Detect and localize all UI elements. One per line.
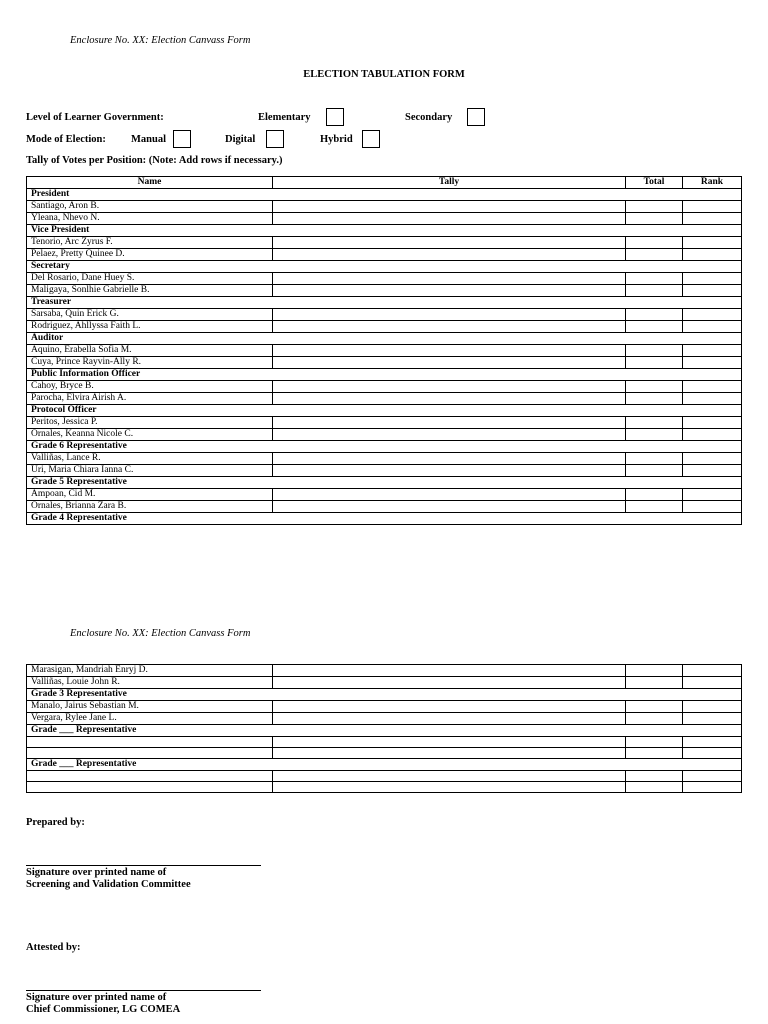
position-name: Grade 6 Representative (27, 441, 742, 453)
candidate-name: Maligaya, Sonlhie Gabrielle B. (27, 285, 273, 297)
tally-cell[interactable] (273, 677, 626, 689)
candidate-row (27, 381, 742, 393)
rank-cell[interactable] (683, 321, 742, 333)
form-title: ELECTION TABULATION FORM (303, 69, 465, 80)
total-cell[interactable] (626, 665, 683, 677)
rank-cell[interactable] (683, 782, 742, 793)
rank-cell[interactable] (683, 393, 742, 405)
position-row (27, 225, 742, 237)
tally-note: Tally of Votes per Position: (Note: Add rows if necessary.) (26, 155, 283, 166)
tally-cell[interactable] (273, 501, 626, 513)
enclosure-label: Enclosure No. XX: Election Canvass Form (70, 35, 251, 46)
tally-cell[interactable] (273, 665, 626, 677)
attested-signature-line[interactable] (26, 990, 261, 991)
total-cell[interactable] (626, 429, 683, 441)
candidate-row (27, 309, 742, 321)
candidate-name: Ornales, Keanna Nicole C. (27, 429, 273, 441)
candidate-name: Valliñas, Lance R. (27, 453, 273, 465)
candidate-row (27, 429, 742, 441)
tally-cell[interactable] (273, 465, 626, 477)
level-option-secondary: Secondary (405, 112, 453, 123)
total-cell[interactable] (626, 417, 683, 429)
position-name: Protocol Officer (27, 405, 742, 417)
position-name: Auditor (27, 333, 742, 345)
prepared-by-label: Prepared by: (26, 817, 85, 828)
candidate-row (27, 782, 742, 793)
candidate-row (27, 201, 742, 213)
rank-cell[interactable] (683, 237, 742, 249)
candidate-row (27, 237, 742, 249)
candidate-name: Ornales, Brianna Zara B. (27, 501, 273, 513)
candidate-name: Santiago, Aron B. (27, 201, 273, 213)
candidate-row (27, 677, 742, 689)
position-row (27, 405, 742, 417)
digital-checkbox[interactable] (266, 130, 284, 148)
position-name: Grade 4 Representative (27, 513, 742, 525)
position-name: Public Information Officer (27, 369, 742, 381)
candidate-name: Tenorio, Arc Zyrus F. (27, 237, 273, 249)
candidate-row (27, 701, 742, 713)
total-cell[interactable] (626, 501, 683, 513)
level-label: Level of Learner Government: (26, 112, 164, 123)
rank-cell[interactable] (683, 417, 742, 429)
candidate-name (27, 748, 273, 759)
tally-cell[interactable] (273, 345, 626, 357)
rank-cell[interactable] (683, 677, 742, 689)
candidate-name: Rodriguez, Ahllyssa Faith L. (27, 321, 273, 333)
tally-cell[interactable] (273, 782, 626, 793)
candidate-name: Marasigan, Mandriah Enryj D. (27, 665, 273, 677)
candidate-row (27, 273, 742, 285)
total-cell[interactable] (626, 285, 683, 297)
tally-cell[interactable] (273, 748, 626, 759)
tally-cell[interactable] (273, 213, 626, 225)
position-row (27, 477, 742, 489)
tally-cell[interactable] (273, 273, 626, 285)
mode-option-hybrid: Hybrid (320, 134, 353, 145)
rank-cell[interactable] (683, 465, 742, 477)
total-cell[interactable] (626, 713, 683, 725)
candidate-row (27, 249, 742, 261)
position-name: Grade ___ Representative (27, 759, 742, 771)
total-cell[interactable] (626, 701, 683, 713)
total-cell[interactable] (626, 201, 683, 213)
candidate-name: Uri, Maria Chiara Ianna C. (27, 465, 273, 477)
candidate-name: Yleana, Nhevo N. (27, 213, 273, 225)
total-cell[interactable] (626, 393, 683, 405)
position-row (27, 369, 742, 381)
candidate-name: Aquino, Erabella Sofia M. (27, 345, 273, 357)
tally-cell[interactable] (273, 701, 626, 713)
candidate-row (27, 771, 742, 782)
total-cell[interactable] (626, 237, 683, 249)
total-cell[interactable] (626, 489, 683, 501)
rank-cell[interactable] (683, 453, 742, 465)
candidate-name: Parocha, Elvira Airish A. (27, 393, 273, 405)
candidate-row (27, 465, 742, 477)
candidate-row (27, 285, 742, 297)
prepared-signature-line[interactable] (26, 865, 261, 866)
attested-signature-caption-2: Chief Commissioner, LG COMEA (26, 1004, 181, 1015)
level-option-elementary: Elementary (258, 112, 311, 123)
tally-cell[interactable] (273, 429, 626, 441)
position-row (27, 261, 742, 273)
table-header-row (27, 177, 742, 189)
column-header-total: Total (626, 177, 683, 189)
mode-option-manual: Manual (131, 134, 167, 145)
candidate-name: Vergara, Rylee Jane L. (27, 713, 273, 725)
prepared-signature-caption-2: Screening and Validation Committee (26, 879, 191, 890)
column-header-rank: Rank (683, 177, 742, 189)
rank-cell[interactable] (683, 285, 742, 297)
position-name: Vice President (27, 225, 742, 237)
tally-cell[interactable] (273, 309, 626, 321)
candidate-name: Sarsaba, Quin Erick G. (27, 309, 273, 321)
tally-cell[interactable] (273, 393, 626, 405)
candidate-name: Pelaez, Pretty Quinee D. (27, 249, 273, 261)
tally-table-page2 (26, 664, 742, 793)
tally-cell[interactable] (273, 381, 626, 393)
tally-cell[interactable] (273, 713, 626, 725)
position-name: President (27, 189, 742, 201)
position-row (27, 759, 742, 771)
rank-cell[interactable] (683, 345, 742, 357)
position-row (27, 513, 742, 525)
position-name: Grade 3 Representative (27, 689, 742, 701)
position-name: Grade 5 Representative (27, 477, 742, 489)
total-cell[interactable] (626, 381, 683, 393)
rank-cell[interactable] (683, 213, 742, 225)
rank-cell[interactable] (683, 737, 742, 748)
manual-checkbox[interactable] (173, 130, 191, 148)
tally-cell[interactable] (273, 201, 626, 213)
total-cell[interactable] (626, 249, 683, 261)
tally-cell[interactable] (273, 357, 626, 369)
rank-cell[interactable] (683, 381, 742, 393)
rank-cell[interactable] (683, 201, 742, 213)
tally-cell[interactable] (273, 249, 626, 261)
position-row (27, 333, 742, 345)
total-cell[interactable] (626, 748, 683, 759)
column-header-tally: Tally (273, 177, 626, 189)
candidate-row (27, 321, 742, 333)
candidate-row (27, 345, 742, 357)
rank-cell[interactable] (683, 489, 742, 501)
rank-cell[interactable] (683, 501, 742, 513)
candidate-row (27, 713, 742, 725)
position-name: Treasurer (27, 297, 742, 309)
candidate-name: Cuya, Prince Rayvin-Ally R. (27, 357, 273, 369)
candidate-row (27, 748, 742, 759)
position-row (27, 689, 742, 701)
candidate-row (27, 213, 742, 225)
mode-option-digital: Digital (225, 134, 256, 145)
total-cell[interactable] (626, 273, 683, 285)
tally-cell[interactable] (273, 771, 626, 782)
candidate-name (27, 737, 273, 748)
total-cell[interactable] (626, 465, 683, 477)
total-cell[interactable] (626, 453, 683, 465)
enclosure-label-page2: Enclosure No. XX: Election Canvass Form (70, 628, 251, 639)
total-cell[interactable] (626, 771, 683, 782)
rank-cell[interactable] (683, 665, 742, 677)
candidate-row (27, 453, 742, 465)
position-name: Grade ___ Representative (27, 725, 742, 737)
position-row (27, 297, 742, 309)
tally-cell[interactable] (273, 285, 626, 297)
total-cell[interactable] (626, 677, 683, 689)
elementary-checkbox[interactable] (326, 108, 344, 126)
rank-cell[interactable] (683, 309, 742, 321)
tally-cell[interactable] (273, 489, 626, 501)
tally-table-page1 (26, 176, 742, 525)
candidate-name: Manalo, Jairus Sebastian M. (27, 701, 273, 713)
rank-cell[interactable] (683, 249, 742, 261)
candidate-row (27, 417, 742, 429)
rank-cell[interactable] (683, 429, 742, 441)
rank-cell[interactable] (683, 273, 742, 285)
candidate-row (27, 393, 742, 405)
total-cell[interactable] (626, 357, 683, 369)
candidate-row (27, 737, 742, 748)
rank-cell[interactable] (683, 701, 742, 713)
candidate-name: Peritos, Jessica P. (27, 417, 273, 429)
candidate-row (27, 489, 742, 501)
attested-signature-caption-1: Signature over printed name of (26, 992, 167, 1003)
candidate-row (27, 357, 742, 369)
candidate-row (27, 501, 742, 513)
rank-cell[interactable] (683, 357, 742, 369)
total-cell[interactable] (626, 213, 683, 225)
position-row (27, 189, 742, 201)
candidate-name: Del Rosario, Dane Huey S. (27, 273, 273, 285)
secondary-checkbox[interactable] (467, 108, 485, 126)
candidate-name (27, 771, 273, 782)
mode-label: Mode of Election: (26, 134, 106, 145)
position-name: Secretary (27, 261, 742, 273)
tally-cell[interactable] (273, 453, 626, 465)
candidate-name: Valliñas, Louie John R. (27, 677, 273, 689)
candidate-name: Cahoy, Bryce B. (27, 381, 273, 393)
candidate-row (27, 665, 742, 677)
column-header-name: Name (27, 177, 273, 189)
tally-cell[interactable] (273, 737, 626, 748)
rank-cell[interactable] (683, 771, 742, 782)
rank-cell[interactable] (683, 748, 742, 759)
position-row (27, 441, 742, 453)
total-cell[interactable] (626, 345, 683, 357)
tally-cell[interactable] (273, 417, 626, 429)
tally-cell[interactable] (273, 321, 626, 333)
candidate-name: Ampoan, Cid M. (27, 489, 273, 501)
total-cell[interactable] (626, 737, 683, 748)
hybrid-checkbox[interactable] (362, 130, 380, 148)
total-cell[interactable] (626, 321, 683, 333)
rank-cell[interactable] (683, 713, 742, 725)
prepared-signature-caption-1: Signature over printed name of (26, 867, 167, 878)
tally-cell[interactable] (273, 237, 626, 249)
position-row (27, 725, 742, 737)
total-cell[interactable] (626, 782, 683, 793)
candidate-name (27, 782, 273, 793)
total-cell[interactable] (626, 309, 683, 321)
attested-by-label: Attested by: (26, 942, 81, 953)
